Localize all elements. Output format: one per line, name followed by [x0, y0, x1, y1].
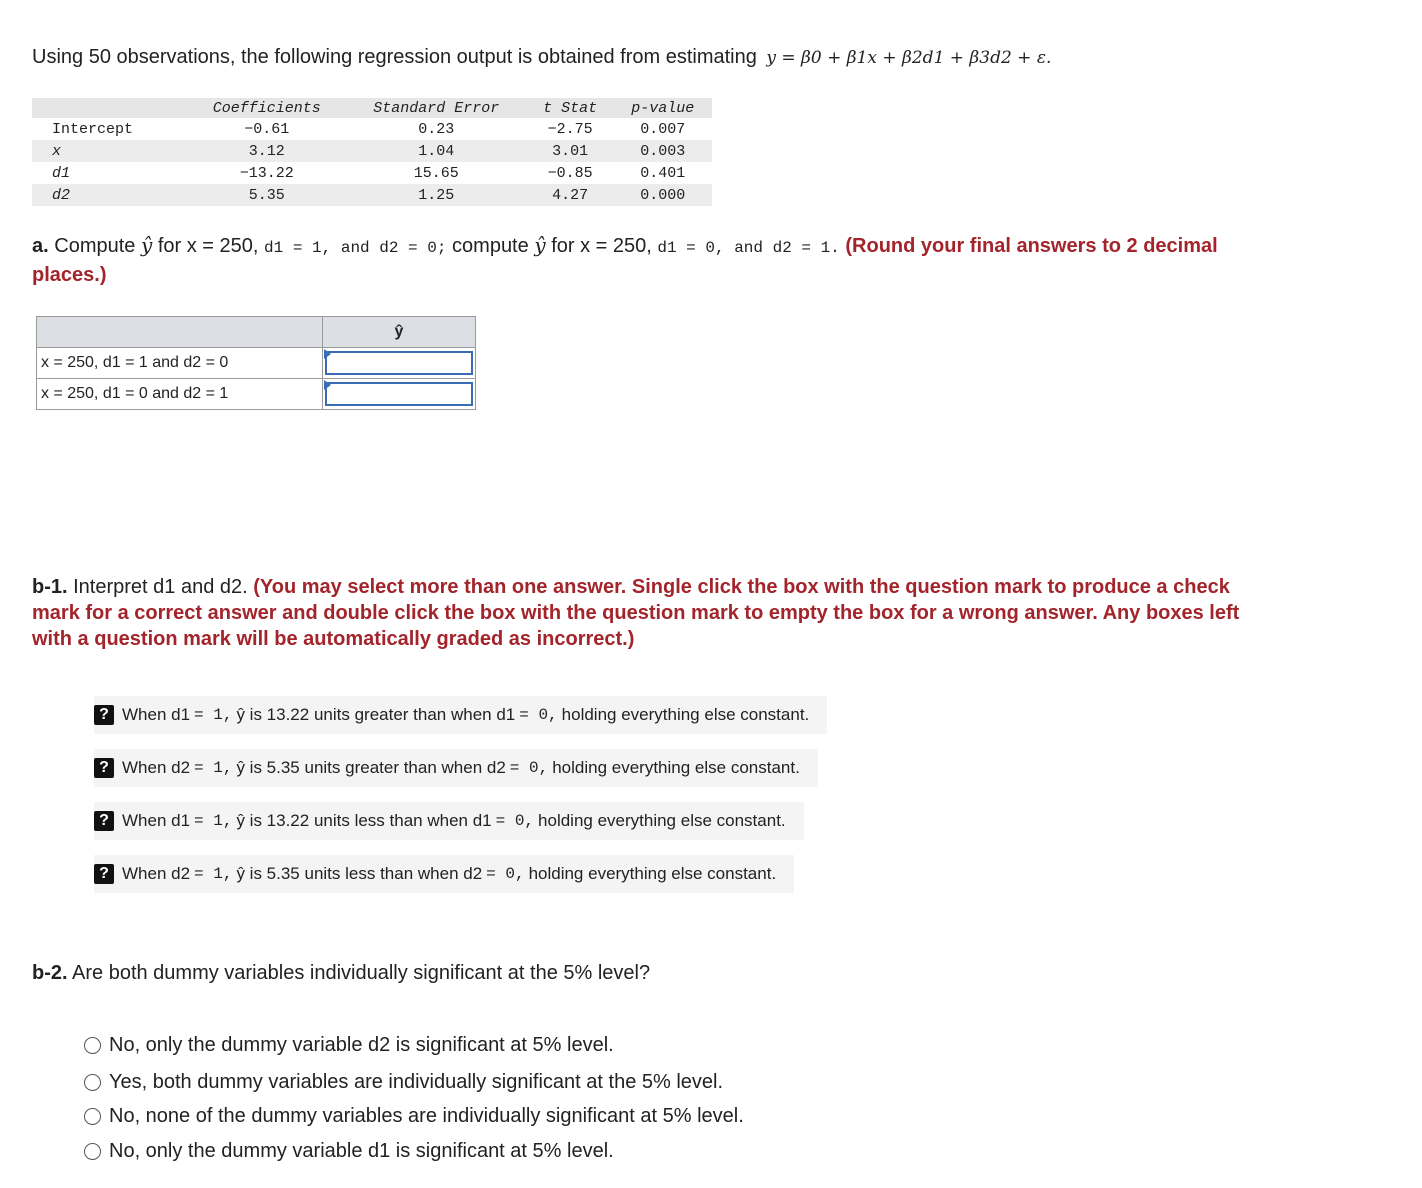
- option-eq2: = 0,: [486, 865, 525, 883]
- answer-cell: [323, 379, 476, 410]
- radio-label: No, none of the dummy variables are individually significant at 5% level.: [109, 1105, 744, 1127]
- question-mark-checkbox[interactable]: ?: [94, 758, 114, 778]
- header-p-value: p-value: [613, 98, 712, 118]
- intro-text: Using 50 observations, the following regression output is obtained from estimating: [32, 46, 757, 68]
- question-mark-checkbox[interactable]: ?: [94, 705, 114, 725]
- option-pre: When d2: [122, 864, 191, 883]
- answer-header-row: [37, 317, 476, 348]
- question-mark-checkbox[interactable]: ?: [94, 864, 114, 884]
- se-cell: 15.65: [413, 164, 459, 182]
- answer-row-label: x = 250, d1 = 1 and d2 = 0: [37, 348, 323, 379]
- table-row: [32, 162, 712, 184]
- part-b1-instruction: (You may select more than one answer. Single click the box with the question mark to produce a check mark for a correct answer and double click the box with the question mark to empty the box for a wrong answer. Any boxes left with a question mark will be automatically graded as incorrect.): [32, 576, 1240, 650]
- option-pre: When d1: [122, 705, 191, 724]
- option-post: holding everything else constant.: [552, 758, 800, 777]
- option-mid: ŷ is 5.35 units less than when d2: [236, 864, 483, 883]
- question-mark-checkbox[interactable]: ?: [94, 811, 114, 831]
- part-a-instruction: (Round your final answers to 2 decimal places.): [32, 235, 1218, 286]
- option-pre: When d2: [122, 758, 191, 777]
- t-cell: 3.01: [527, 140, 614, 162]
- coef-cell: 3.12: [188, 140, 346, 162]
- t-cell: −2.75: [547, 120, 593, 138]
- table-row: [32, 140, 712, 162]
- t-cell: 4.27: [527, 184, 614, 206]
- radio-button[interactable]: [84, 1108, 101, 1125]
- radio-button[interactable]: [84, 1074, 101, 1091]
- regression-output-table: [32, 98, 712, 206]
- check-option-3[interactable]: [94, 802, 804, 840]
- part-b2-label: b-2.: [32, 962, 68, 984]
- regression-equation: y = β0 + β1x + β2d1 + β3d2 + ε.: [766, 48, 1052, 68]
- part-b2-question: [32, 962, 650, 985]
- answer-row: [37, 379, 476, 410]
- header-coefficients: Coefficients: [188, 98, 346, 118]
- part-a-text4: for x = 250,: [551, 235, 652, 257]
- answer-header-blank: [37, 317, 323, 348]
- row-label: Intercept: [52, 120, 134, 138]
- option-eq1: = 1,: [194, 759, 233, 777]
- option-eq2: = 0,: [509, 759, 549, 777]
- radio-label: Yes, both dummy variables are individually significant at the 5% level.: [109, 1071, 724, 1093]
- yhat-answer-input-2[interactable]: [325, 382, 473, 406]
- part-a-question: [32, 232, 1292, 289]
- part-b2-text: Are both dummy variables individually significant at the 5% level?: [72, 962, 651, 984]
- input-marker-icon: [324, 380, 331, 390]
- part-b1-label: b-1.: [32, 576, 68, 598]
- check-option-2[interactable]: [94, 749, 818, 787]
- option-mid: ŷ is 13.22 units greater than when d1: [236, 705, 516, 724]
- part-a-text3: compute: [452, 235, 529, 257]
- table-row: [32, 184, 712, 206]
- part-a-label: a.: [32, 235, 49, 257]
- se-cell: 1.04: [346, 140, 527, 162]
- radio-button[interactable]: [84, 1143, 101, 1160]
- answer-cell: [323, 348, 476, 379]
- answer-row: [37, 348, 476, 379]
- header-standard-error: Standard Error: [346, 98, 527, 118]
- option-mid: ŷ is 5.35 units greater than when d2: [236, 758, 506, 777]
- row-label: x: [32, 140, 188, 162]
- part-b1-question: [32, 574, 1272, 652]
- input-marker-icon: [324, 349, 331, 359]
- p-cell: 0.007: [640, 120, 686, 138]
- p-cell: 0.401: [640, 164, 686, 182]
- check-option-4[interactable]: [94, 855, 794, 893]
- option-eq1: = 1,: [194, 865, 233, 883]
- answer-header-yhat: ŷ: [323, 317, 476, 348]
- part-b1-text: Interpret d1 and d2.: [73, 576, 248, 598]
- radio-label: No, only the dummy variable d2 is significant at 5% level.: [109, 1034, 614, 1056]
- option-post: holding everything else constant.: [528, 864, 777, 883]
- check-option-1[interactable]: [94, 696, 827, 734]
- intro-sentence: [32, 46, 1051, 69]
- radio-button[interactable]: [84, 1037, 101, 1054]
- coef-cell: −0.61: [244, 120, 290, 138]
- p-cell: 0.003: [613, 140, 712, 162]
- table-row: [32, 118, 712, 140]
- yhat-answer-input-1[interactable]: [325, 351, 473, 375]
- row-label: d1: [52, 164, 71, 182]
- part-a-text1: Compute: [54, 235, 136, 257]
- regression-header-row: [32, 98, 712, 118]
- option-eq2: = 0,: [495, 812, 535, 830]
- radio-option-3[interactable]: [84, 1105, 744, 1128]
- row-label: d2: [32, 184, 188, 206]
- radio-option-1[interactable]: [84, 1034, 614, 1057]
- coef-cell: −13.22: [239, 164, 294, 182]
- header-t-stat: t Stat: [527, 98, 614, 118]
- answer-row-label: x = 250, d1 = 0 and d2 = 1: [37, 379, 323, 410]
- option-mid: ŷ is 13.22 units less than when d1: [236, 811, 492, 830]
- part-a-case2: d1 = 0, and d2 = 1.: [657, 239, 840, 257]
- se-cell: 0.23: [418, 120, 455, 138]
- header-blank: [32, 98, 188, 118]
- answer-table: [36, 316, 476, 410]
- radio-option-2[interactable]: [84, 1071, 723, 1094]
- radio-label: No, only the dummy variable d1 is significant at 5% level.: [109, 1140, 614, 1162]
- option-eq2: = 0,: [519, 706, 558, 724]
- option-post: holding everything else constant.: [538, 811, 786, 830]
- option-post: holding everything else constant.: [561, 705, 810, 724]
- option-pre: When d1: [122, 811, 191, 830]
- option-eq1: = 1,: [194, 706, 233, 724]
- part-a-case1: d1 = 1, and d2 = 0;: [264, 239, 447, 257]
- radio-option-4[interactable]: [84, 1140, 614, 1163]
- coef-cell: 5.35: [188, 184, 346, 206]
- t-cell: −0.85: [547, 164, 593, 182]
- se-cell: 1.25: [346, 184, 527, 206]
- yhat-symbol: ŷ: [534, 233, 546, 257]
- part-a-text2: for x = 250,: [157, 235, 259, 257]
- p-cell: 0.000: [613, 184, 712, 206]
- option-eq1: = 1,: [194, 812, 233, 830]
- yhat-symbol: ŷ: [140, 233, 153, 257]
